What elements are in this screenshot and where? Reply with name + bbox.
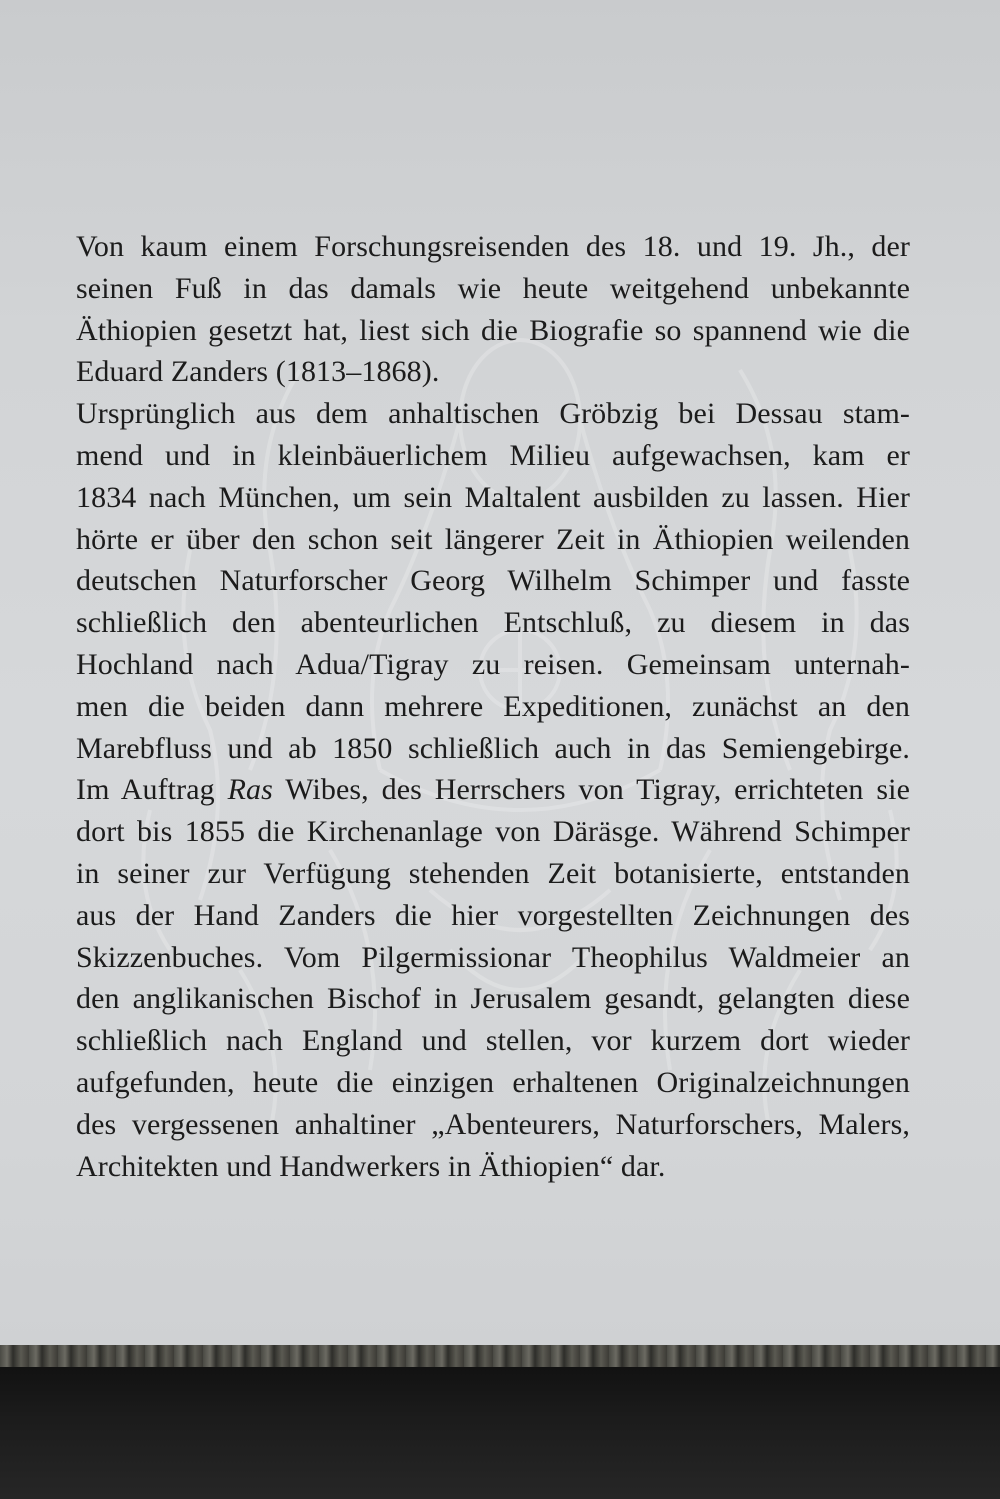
text-line: Ursprünglich aus dem anhaltischen Gröbzig bei Dessau stam- xyxy=(76,397,910,431)
text-line: Marebfluss und ab 1850 schließlich auch in das Semiengebirge. xyxy=(76,731,910,765)
text-line: schließlich nach England und stellen, vor kurzem dort wieder xyxy=(76,1024,910,1058)
italic-title-ras: Ras xyxy=(227,773,273,807)
text-line: deutschen Naturforscher Georg Wilhelm Schimper und fasste xyxy=(76,564,910,598)
text-line: aus der Hand Zanders die hier vorgestellten Zeichnungen des xyxy=(76,898,910,932)
text-line: seinen Fuß in das damals wie heute weitgehend unbekannte xyxy=(76,271,910,305)
text-segment: Wibes, des Herrschers von Tigray, errichteten sie xyxy=(272,773,910,807)
text-line: Von kaum einem Forschungsreisenden des 18. und 19. Jh., der xyxy=(76,230,910,263)
text-segment: Im Auftrag xyxy=(76,773,228,807)
text-line: hörte er über den schon seit längerer Zeit in Äthiopien weilenden xyxy=(76,522,910,556)
dark-background xyxy=(0,1367,1000,1499)
text-line: des vergessenen anhaltiner „Abenteurers, Naturforschers, Malers, xyxy=(76,1107,910,1141)
text-line: dort bis 1855 die Kirchenanlage von Däräsge. Während Schimper xyxy=(76,815,910,849)
text-line: Eduard Zanders (1813–1868). xyxy=(76,355,440,389)
text-line: aufgefunden, heute die einzigen erhaltenen Originalzeichnungen xyxy=(76,1065,910,1099)
text-line: Architekten und Handwerkers in Äthiopien“ dar. xyxy=(76,1149,666,1183)
text-line: schließlich den abenteurlichen Entschluß, zu diesem in das xyxy=(76,606,910,640)
article-text xyxy=(76,226,910,1187)
text-line: 1834 nach München, um sein Maltalent ausbilden zu lassen. Hier xyxy=(76,480,910,514)
text-line: mend und in kleinbäuerlichem Milieu aufgewachsen, kam er xyxy=(76,438,910,472)
text-line: Äthiopien gesetzt hat, liest sich die Biografie so spannend wie die xyxy=(76,313,910,347)
text-line-with-italic xyxy=(76,769,910,811)
text-line: in seiner zur Verfügung stehenden Zeit botanisierte, entstanden xyxy=(76,856,910,890)
text-line: Skizzenbuches. Vom Pilgermissionar Theophilus Waldmeier an xyxy=(76,940,910,974)
page-edge-strip xyxy=(0,1345,1000,1367)
text-line: Hochland nach Adua/Tigray zu reisen. Gemeinsam unternah- xyxy=(76,647,910,681)
text-line: men die beiden dann mehrere Expeditionen, zunächst an den xyxy=(76,689,910,723)
text-line: den anglikanischen Bischof in Jerusalem gesandt, gelangten diese xyxy=(76,982,910,1016)
